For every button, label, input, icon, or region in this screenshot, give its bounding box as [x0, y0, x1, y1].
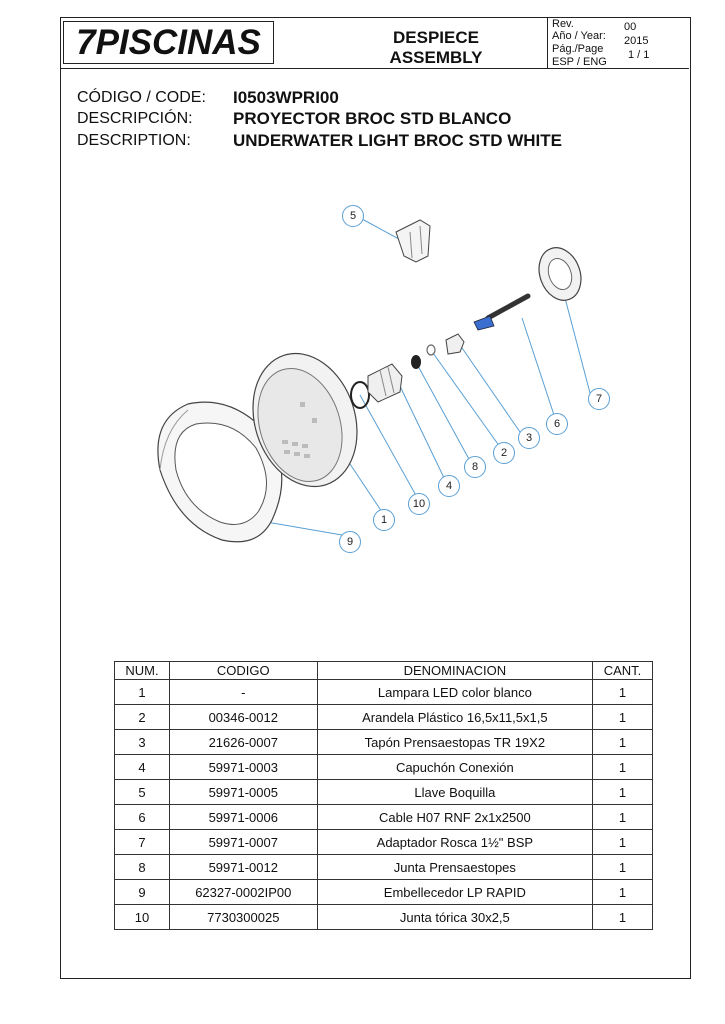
- cable-part: [474, 296, 528, 330]
- cell-num: 1: [115, 680, 170, 705]
- cell-qty: 1: [593, 680, 653, 705]
- cell-num: 4: [115, 755, 170, 780]
- callout-5: 5: [342, 205, 364, 227]
- leader-6: [522, 318, 555, 418]
- table-row: [115, 755, 653, 780]
- title-spanish: DESPIECE: [393, 28, 479, 47]
- cell-qty: 1: [593, 755, 653, 780]
- rev-label: Rev.: [552, 18, 574, 30]
- brand-logo: 7PISCINAS: [76, 22, 261, 62]
- description-en-value: UNDERWATER LIGHT BROC STD WHITE: [233, 131, 562, 150]
- leader-3: [460, 345, 520, 432]
- connector-cap-part: [368, 364, 402, 402]
- cell-code: 59971-0007: [169, 830, 317, 855]
- leader-10: [360, 395, 418, 499]
- cell-code: 59971-0005: [169, 780, 317, 805]
- callout-4: 4: [438, 475, 460, 497]
- cell-num: 2: [115, 705, 170, 730]
- cell-qty: 1: [593, 905, 653, 930]
- cell-name: Adaptador Rosca 1½" BSP: [317, 830, 592, 855]
- cell-qty: 1: [593, 780, 653, 805]
- cell-num: 5: [115, 780, 170, 805]
- rev-value: 00: [624, 21, 637, 33]
- cell-num: 6: [115, 805, 170, 830]
- cell-qty: 1: [593, 880, 653, 905]
- title-english: ASSEMBLY: [389, 48, 483, 67]
- cell-code: 59971-0006: [169, 805, 317, 830]
- cell-name: Arandela Plástico 16,5x11,5x1,5: [317, 705, 592, 730]
- cell-code: 21626-0007: [169, 730, 317, 755]
- column-header-num: NUM.: [115, 662, 170, 680]
- description-es-label: DESCRIPCIÓN:: [77, 110, 193, 127]
- cell-name: Cable H07 RNF 2x1x2500: [317, 805, 592, 830]
- description-es-value: PROYECTOR BROC STD BLANCO: [233, 109, 512, 128]
- callout-8: 8: [464, 456, 486, 478]
- cell-name: Junta Prensaestopes: [317, 855, 592, 880]
- code-value: I0503WPRI00: [233, 88, 339, 107]
- cell-num: 9: [115, 880, 170, 905]
- callout-2: 2: [493, 442, 515, 464]
- cell-code: -: [169, 680, 317, 705]
- cell-name: Lampara LED color blanco: [317, 680, 592, 705]
- year-label: Año / Year:: [552, 30, 606, 42]
- cell-qty: 1: [593, 705, 653, 730]
- column-header-code: CODIGO: [169, 662, 317, 680]
- gland-seal-part: [411, 355, 421, 369]
- page-value: 1 / 1: [628, 49, 650, 61]
- table-row: [115, 680, 653, 705]
- table-row: [115, 905, 653, 930]
- cell-num: 3: [115, 730, 170, 755]
- table-row: [115, 780, 653, 805]
- table-row: [115, 805, 653, 830]
- cell-code: 00346-0012: [169, 705, 317, 730]
- cell-num: 7: [115, 830, 170, 855]
- column-header-qty: CANT.: [593, 662, 653, 680]
- cell-code: 59971-0003: [169, 755, 317, 780]
- cell-code: 7730300025: [169, 905, 317, 930]
- leader-8: [418, 366, 470, 461]
- leader-4: [398, 382, 446, 482]
- table-row: [115, 830, 653, 855]
- callout-10: 10: [408, 493, 430, 515]
- cell-qty: 1: [593, 830, 653, 855]
- cell-num: 10: [115, 905, 170, 930]
- gland-plug-part: [446, 334, 464, 354]
- description-en-label: DESCRIPTION:: [77, 132, 191, 149]
- page-label: Pág./Page: [552, 43, 604, 55]
- leader-2: [433, 353, 500, 447]
- nozzle-key-part: [396, 220, 430, 262]
- callout-6: 6: [546, 413, 568, 435]
- callout-3: 3: [518, 427, 540, 449]
- cell-qty: 1: [593, 855, 653, 880]
- cell-num: 8: [115, 855, 170, 880]
- cell-name: Capuchón Conexión: [317, 755, 592, 780]
- cell-code: 59971-0012: [169, 855, 317, 880]
- cell-name: Embellecedor LP RAPID: [317, 880, 592, 905]
- code-label: CÓDIGO / CODE:: [77, 89, 206, 106]
- table-row: [115, 855, 653, 880]
- table-row: [115, 880, 653, 905]
- language-label: ESP / ENG: [552, 56, 607, 68]
- cell-name: Junta tórica 30x2,5: [317, 905, 592, 930]
- column-header-name: DENOMINACION: [317, 662, 592, 680]
- callout-7: 7: [588, 388, 610, 410]
- year-value: 2015: [624, 35, 649, 47]
- leader-7: [565, 298, 590, 393]
- cell-code: 62327-0002IP00: [169, 880, 317, 905]
- callout-1: 1: [373, 509, 395, 531]
- parts-table: [114, 661, 653, 930]
- cell-name: Tapón Prensaestopas TR 19X2: [317, 730, 592, 755]
- table-row: [115, 705, 653, 730]
- cell-name: Llave Boquilla: [317, 780, 592, 805]
- thread-adapter-part: [532, 242, 588, 306]
- cell-qty: 1: [593, 730, 653, 755]
- callout-9: 9: [339, 531, 361, 553]
- table-row: [115, 730, 653, 755]
- washer-part: [427, 345, 435, 355]
- cell-qty: 1: [593, 805, 653, 830]
- table-header-row: [115, 662, 653, 680]
